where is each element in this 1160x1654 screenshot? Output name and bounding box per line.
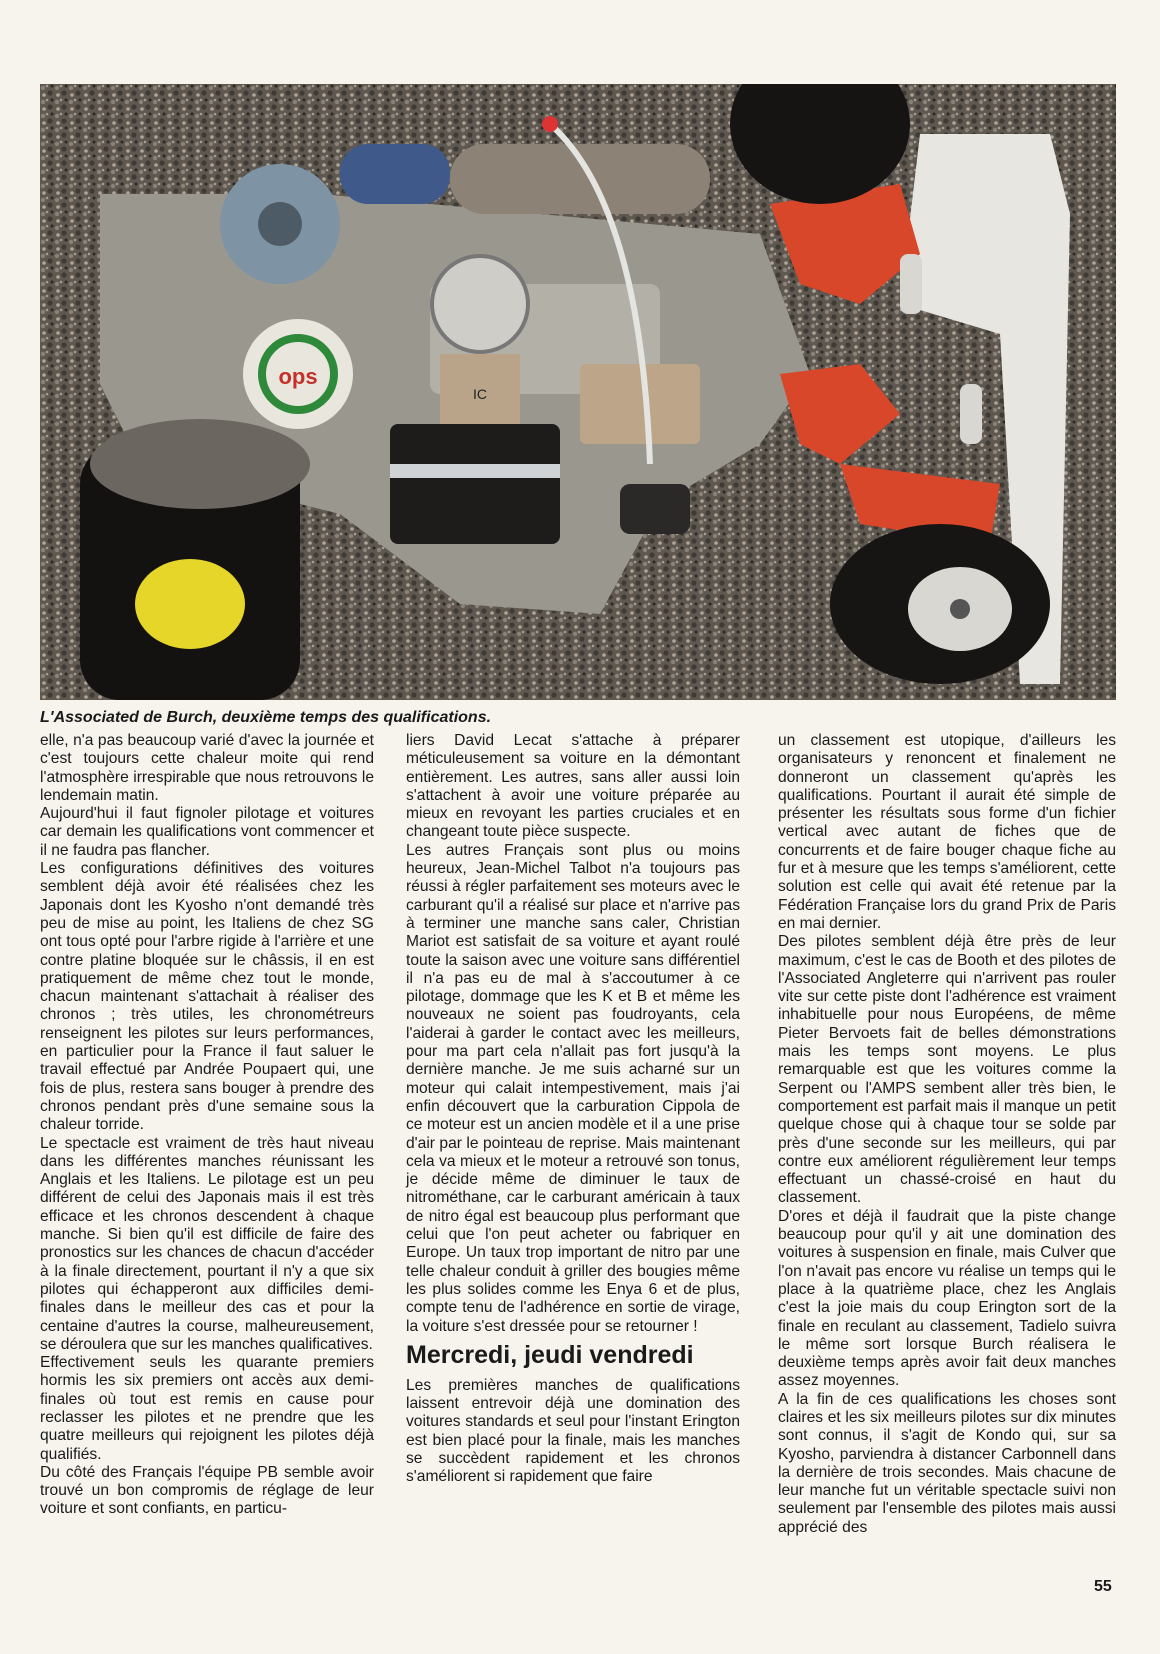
paragraph: Le spectacle est vraiment de très haut niveau dans les différentes manches réunissant les Anglais et les Italiens. Le pilotage est un peu différent de celui des Japonais mais il est très efficace et les chronos descendent à chaque manche. Si bien qu'il est difficile de faire des pronostics sur les chances de chacun d'accéder à la finale directement, pourtant il n'y a que six pilotes qui échapperont aux difficiles demi-finales dans le meilleur des cas et pour la centaine d'autres la course, malheureusement, se déroulera que sur les manches qualificatives. xyxy=(40,1134,374,1353)
engine-label: ops xyxy=(278,364,318,389)
photo-caption: L'Associated de Burch, deuxième temps des qualifications. xyxy=(40,709,492,726)
chassis-photo xyxy=(40,84,1116,700)
paragraph: Les autres Français sont plus ou moins heureux, Jean-Michel Talbot n'a toujours pas réussi à régler parfaitement ses moteurs avec le carburant qu'il a réalisé sur place et n'arrive pas à terminer une manche sans caler, Christian Mariot est satisfait de sa voiture et ayant roulé toute la saison avec une voiture sans différentiel il n'a pas eu de mal à s'accoutumer à ce pilotage, dommage que les K et B et même les nouveaux ne soient pas foudroyants, cela l'aiderai à garder le contact avec les meilleurs, pour ma part cela n'allait pas fort jusqu'à la dernière manche. Je me suis acharné sur un moteur qui calait intempestivement, mais j'ai enfin découvert que la carburation Cippola de ce moteur est un ancien modèle et il a une prise d'air par le pointeau de reprise. Mais maintenant cela va mieux et le moteur a retrouvé son tonus, je décide même de diminuer le taux de nitrométhane, car le carburant américain à taux de nitro égal est beaucoup plus performant que celui que l'on peut acheter ou fabriquer en Europe. Un taux trop important de nitro par une telle chaleur conduit à griller des bougies même les plus solides comme les Enya 6 et de plus, compte tenu de l'adhérence en sortie de virage, la voiture s'est dressée pour se retourner ! xyxy=(406,841,740,1335)
paragraph: Aujourd'hui il faut fignoler pilotage et voitures car demain les qualifications vont commencer et il ne faudra pas flancher. xyxy=(40,805,374,859)
text-column-1 xyxy=(40,732,374,1519)
paragraph: Effectivement seuls les quarante premiers hormis les six premiers ont accès aux demi-finales où tout est remis en cause pour reclasser les pilotes et ne prendre que les quatre meilleurs qui rejoignent les pilotes déjà qualifiés. xyxy=(40,1354,374,1463)
page-number: 55 xyxy=(1094,1578,1112,1595)
paragraph: A la fin de ces qualifications les choses sont claires et les six meilleurs pilotes sur dix minutes sont connus, il s'agit de Kondo qui, sur sa Kyosho, parviendra à distancer Carbonnell dans la dernière de trois secondes. Mais chacune de leur manche fut un véritable spectacle suivi non seulement par l'ensemble des pilotes mais aussi apprécié des xyxy=(778,1390,1116,1536)
text-column-3 xyxy=(778,732,1116,1537)
paragraph: Des pilotes semblent déjà être près de leur maximum, c'est le cas de Booth et des pilotes de l'Associated Angleterre qui n'arrivent pas rouler vite sur cette piste dont l'adhérence est vraiment inhabituelle pour nous Européens, de même Pieter Bervoets fait de belles démonstrations mais les temps sont moyens. Le plus remarquable est que les voitures comme la Serpent ou l'AMPS sembent aller très bien, le comportement est parfait mais il manque un petit quelque chose qui à chaque tour se solde par près d'une seconde sur les meilleurs, qui par contre eux améliorent régulièrement leur temps effectuant un chassé-croisé en haut du classement. xyxy=(778,933,1116,1207)
section-heading: Mercredi, jeudi vendredi xyxy=(406,1340,694,1369)
paragraph: un classement est utopique, d'ailleurs les organisateurs y renoncent et finalement ne donneront un classement qu'après les qualifications. Pourtant il aurait été simple de présenter les résultats sous forme d'un fichier vertical avec autant de fiches que de concurrents et de faire bouger chaque fiche au fur et à mesure que les temps s'améliorent, cette solution est celle qui avait été retenue par la Fédération Française lors du grand Prix de Paris en mai dernier. xyxy=(778,732,1116,932)
receiver-label: IC xyxy=(473,386,487,402)
paragraph: D'ores et déjà il faudrait que la piste change beaucoup pour qu'il y ait une domination des voitures à suspension en finale, mais Culver que l'on n'avait pas encore vu réalise un temps qui le place à la quatrième place, chez les Anglais c'est la joie mais du coup Erington sort de la finale en reculant au classement, Tadielo suivra le même sort lorsque Burch réalisera le deuxième temps après avoir fait deux manches assez moyennes. xyxy=(778,1207,1116,1390)
paragraph: Les configurations définitives des voitures semblent déjà avoir été réalisées chez les Japonais dont les Kyosho n'ont demandé très peu de mise au point, les Italiens de chez SG ont tous opté pour l'arbre rigide à l'arrière et une contre platine bloquée sur le châssis, il en est pratiquement de même chez tout le monde, chacun maintenant s'attachait à réaliser des chronos ; très utiles, les chronométreurs renseignent les pilotes sur leurs performances, en particulier pour la France il faut saluer le travail effectué par Andrée Poupaert qui, une fois de plus, restera sans bouger à prendre des chronos pendant près d'une semaine sous la chaleur torride. xyxy=(40,860,374,1134)
paragraph: Les premières manches de qualifications laissent entrevoir déjà une domination des voitures standards et seul pour l'instant Erington est bien placé pour la finale, mais les manches se succèdent rapidement et les chronos s'améliorent si rapidement que faire xyxy=(406,1376,740,1486)
rc-car-chassis-photo-icon xyxy=(40,84,1116,700)
paragraph: Du côté des Français l'équipe PB semble avoir trouvé un bon compromis de réglage de leur voiture et sont confiants, en particu- xyxy=(40,1463,374,1518)
paragraph: liers David Lecat s'attache à préparer méticuleusement sa voiture en la démontant entièrement. Les autres, sans aller aussi loin s'attachent à avoir une voiture préparée au mieux en revoyant les parties cruciales et en changeant toute pièce suspecte. xyxy=(406,732,740,841)
paragraph: elle, n'a pas beaucoup varié d'avec la journée et c'est toujours cette chaleur moite qui rend l'atmosphère irrespirable que nous retrouvons le lendemain matin. xyxy=(40,732,374,804)
text-column-2 xyxy=(406,732,740,1487)
